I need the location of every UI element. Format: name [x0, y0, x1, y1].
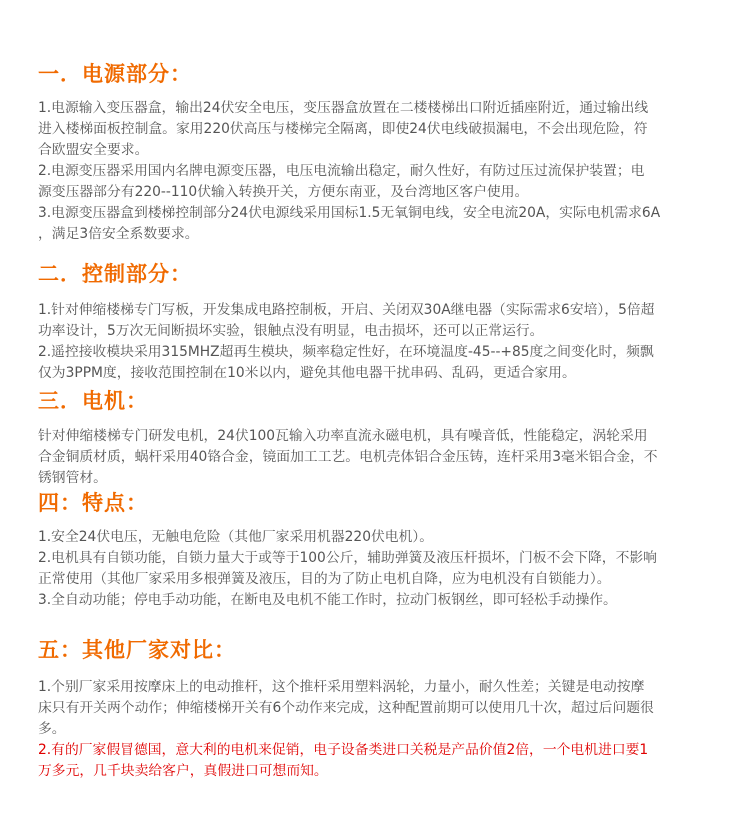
section-body-power: [38, 98, 722, 245]
paragraph-line: 2.电机具有自锁功能，自锁力量大于或等于100公斤，辅助弹簧及液压杆损坏，门板不会下降，不影响: [38, 550, 657, 566]
paragraph-line: 源变压器部分有220--110伏输入转换开关，方便东南亚，及台湾地区客户使用。: [38, 184, 529, 200]
section-body-features: [38, 527, 722, 611]
warning-line: 万多元，几千块卖给客户，真假进口可想而知。: [38, 763, 328, 779]
paragraph-line: 2.遥控接收模块采用315MHZ超再生模块，频率稳定性好，在环境温度-45--+85度之间变化时，频飘: [38, 344, 654, 360]
section-body-comparison: [38, 677, 722, 782]
paragraph-line: 3.电源变压器盒到楼梯控制部分24伏电源线采用国标1.5无氧铜电线，安全电流20A，实际电机需求6A: [38, 205, 661, 221]
paragraph-line: 多。: [38, 721, 66, 737]
paragraph-line: 正常使用（其他厂家采用多根弹簧及液压，目的为了防止电机自降，应为电机没有自锁能力）。: [38, 571, 611, 587]
section-title-control: 二．控制部分：: [38, 262, 192, 286]
paragraph-line: 2.电源变压器采用国内名牌电源变压器，电压电流输出稳定，耐久性好，有防过压过流保护装置；电: [38, 163, 645, 179]
section-body-control: [38, 300, 722, 384]
paragraph-line: 针对伸缩楼梯专门研发电机，24伏100瓦输入功率直流永磁电机，具有噪音低，性能稳定，涡轮采用: [38, 428, 648, 444]
section-title-motor: 三．电机：: [38, 389, 148, 413]
paragraph-line: 1.个别厂家采用按摩床上的电动推杆，这个推杆采用塑料涡轮，力量小，耐久性差；关键是电动按摩: [38, 679, 645, 695]
paragraph-line: 锈钢管材。: [38, 470, 107, 486]
paragraph-line: 仅为3PPM度，接收范围控制在10米以内，避免其他电器干扰串码、乱码，更适合家用。: [38, 365, 576, 381]
paragraph-line: ，满足3倍安全系数要求。: [38, 226, 199, 242]
paragraph-line: 3.全自动功能；停电手动功能，在断电及电机不能工作时，拉动门板钢丝，即可轻松手动操作。: [38, 592, 617, 608]
section-title-power: 一．电源部分：: [38, 62, 192, 86]
section-title-features: 四：特点：: [38, 491, 148, 515]
paragraph-line: 1.针对伸缩楼梯专门写板，开发集成电路控制板，开启、关闭双30A继电器（实际需求6安培），5倍超: [38, 302, 655, 318]
paragraph-line: 功率设计，5万次无间断损坏实验，银触点没有明显，电击损坏，还可以正常运行。: [38, 323, 544, 339]
paragraph-line: 床只有开关两个动作；伸缩楼梯开关有6个动作来完成，这种配置前期可以使用几十次，超过后问题很: [38, 700, 654, 716]
paragraph-line: 1.电源输入变压器盒，输出24伏安全电压，变压器盒放置在二楼楼梯出口附近插座附近，通过输出线: [38, 100, 649, 116]
paragraph-line: 1.安全24伏电压，无触电危险（其他厂家采用机器220伏电机）。: [38, 529, 434, 545]
section-body-motor: [38, 426, 722, 489]
paragraph-line: 合欧盟安全要求。: [38, 142, 149, 158]
section-title-comparison: 五：其他厂家对比：: [38, 638, 236, 662]
warning-line: 2.有的厂家假冒德国，意大利的电机来促销，电子设备类进口关税是产品价值2倍，一个电机进口要1: [38, 742, 649, 758]
paragraph-line: 进入楼梯面板控制盒。家用220伏高压与楼梯完全隔离，即使24伏电线破损漏电，不会出现危险，符: [38, 121, 648, 137]
paragraph-line: 合金铜质材质，蜗杆采用40铬合金，镜面加工工艺。电机壳体铝合金压铸，连杆采用3毫米铝合金，不: [38, 449, 658, 465]
